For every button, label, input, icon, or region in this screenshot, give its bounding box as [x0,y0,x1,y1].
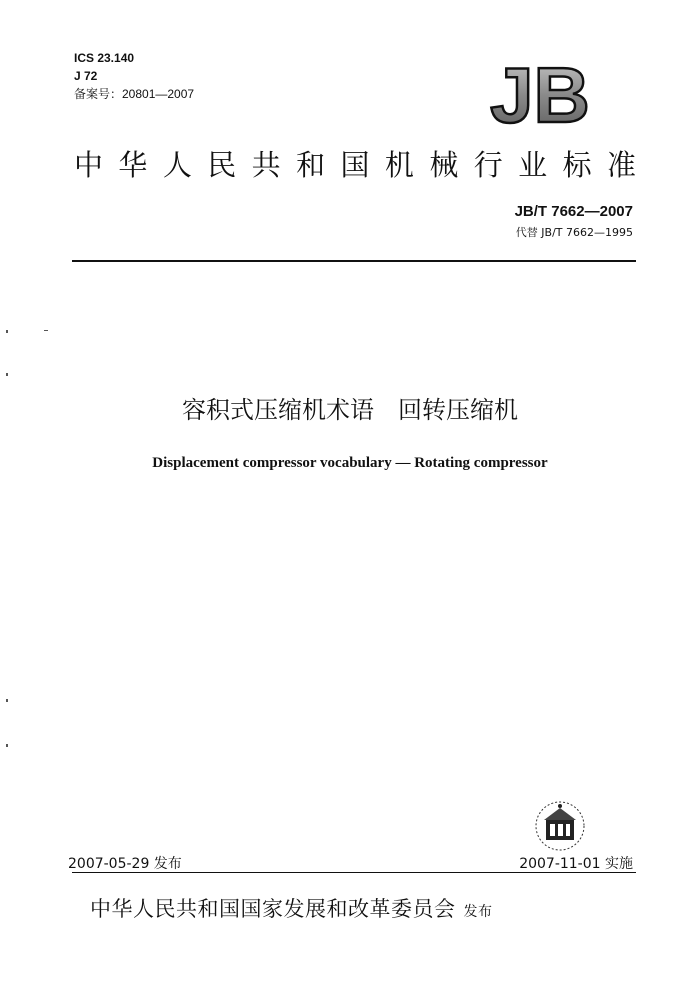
implementation-date: 2007-11-01 实施 [519,856,633,872]
classification-code: J 72 [74,69,98,83]
industry-standard-title: 中华人民共和国机械行业标准 [74,148,636,182]
footer-divider [72,872,636,873]
publisher-seal-icon [532,798,588,854]
scan-speck [6,744,8,747]
issuing-authority [90,893,493,923]
scan-speck [44,330,48,331]
issuer-verb: 发布 [463,904,493,920]
replaces-standard: 代替 JB/T 7662—1995 [515,226,633,239]
document-title-chinese: 容积式压缩机术语 回转压缩机 [182,396,518,424]
svg-text:JB: JB [490,58,590,132]
issuer-name: 中华人民共和国国家发展和改革委员会 [90,897,456,921]
document-title-english: Displacement compressor vocabulary — Rotating compressor [152,455,548,471]
ics-code: ICS 23.140 [74,51,135,65]
scan-speck [6,330,8,333]
scan-speck [6,699,8,702]
standard-number: JB/T 7662—2007 [514,203,633,220]
issue-date: 2007-05-29 发布 [68,856,182,872]
filing-number: 备案号：20801—2007 [74,87,195,101]
header-divider [72,260,636,262]
scan-speck [6,373,8,376]
jb-logo [478,58,602,132]
